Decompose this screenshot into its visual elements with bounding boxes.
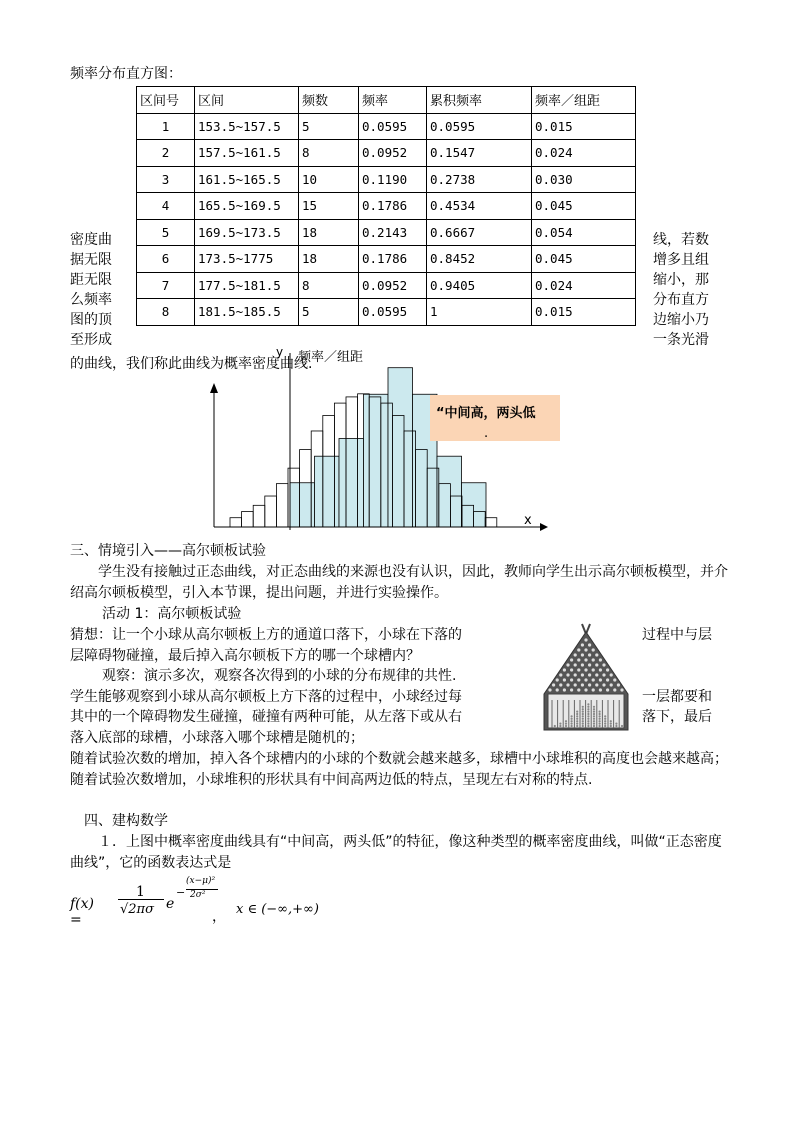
table-cell: 157.5~161.5 [195,140,299,167]
narrow-bin-bar [242,512,254,527]
table-cell: 0.4534 [427,193,532,220]
table-row [137,272,636,299]
x-axis-arrow [540,523,548,531]
guess-line2: 层障碍物碰撞，最后掉入高尔顿板下方的哪一个球槽内？ [70,648,420,664]
para1: 学生没有接触过正态曲线，对正态曲线的来源也没有认识，因此，教师向学生出示高尔顿板模型，并介绍高尔顿板模型，引入本节课，提出问题，并进行实验操作。 [70,564,728,601]
table-row [137,140,636,167]
table-cell: 6 [137,246,195,273]
right-fragment: 增多且组 [653,252,709,268]
table-cell: 173.5~1775 [195,246,299,273]
table-cell: 0.045 [532,193,636,220]
table-header-cell: 区间 [195,87,299,114]
table-cell: 0.6667 [427,219,532,246]
exp-denominator: 2σ² [190,890,206,900]
histogram-chart [200,345,560,535]
section4-title: 四、建构数学 [84,813,168,829]
right-fragments [653,230,709,350]
table-cell: 1 [137,113,195,140]
exp-minus: − [176,886,186,899]
table-cell: 18 [299,219,359,246]
wide-bin-bar [437,456,462,527]
left-fragment: 至形成 [70,332,112,348]
narrow-bin-bar [276,484,288,527]
table-cell: 0.024 [532,140,636,167]
learn3: 落入底部的球槽，小球落入哪个球槽是随机的； [70,730,364,746]
learn2-right: 落下，最后 [642,709,712,725]
table-header-cell: 频率 [359,87,427,114]
frequency-table [136,86,636,326]
narrow-bin-bar [253,505,265,527]
table-cell: 15 [299,193,359,220]
activity1: 活动 1：高尔顿板试验 [102,606,242,622]
left-fragment: 距无限 [70,272,112,288]
table-cell: 1 [427,299,532,326]
table-cell: 0.0952 [359,140,427,167]
left-fragments [70,230,112,350]
curve-sentence: 的曲线，我们称此曲线为概率密度曲线. [70,356,313,372]
left-fragment: 密度曲 [70,232,112,248]
callout-text: “中间高，两头低 [436,406,536,421]
table-cell: 0.015 [532,113,636,140]
wide-bin-bar [339,439,364,528]
table-cell: 10 [299,166,359,193]
table-cell: 3 [137,166,195,193]
table-cell: 0.1786 [359,193,427,220]
table-cell: 0.2738 [427,166,532,193]
narrow-bin-bar [265,496,277,527]
left-fragment: 图的顶 [70,312,112,328]
learn2-left: 其中的一个障碍物发生碰撞，碰撞有两种可能，从左落下或从右 [70,709,462,725]
table-row [137,166,636,193]
y-axis-arrow [210,383,218,393]
table-cell: 169.5~173.5 [195,219,299,246]
section3-title: 三、情境引入——高尔顿板试验 [70,543,266,559]
wide-bin-bar [315,456,340,527]
guess-left: 猜想：让一个小球从高尔顿板上方的通道口落下，小球在下落的 [70,627,462,643]
table-cell: 0.9405 [427,272,532,299]
table-cell: 7 [137,272,195,299]
formula-e: e [166,896,175,912]
exp-numerator: (x−μ)² [186,876,216,886]
para-increase: 随着试验次数的增加，掉入各个球槽内的小球的个数就会越来越多，球槽中小球堆积的高度也会越来越高；随着试验次数增加，小球堆积的形状具有中间高两边低的特点，呈现左右对称的特点. [70,751,728,788]
formula-comma: ， [212,909,226,925]
table-cell: 153.5~157.5 [195,113,299,140]
table-cell: 8 [299,140,359,167]
table-cell: 177.5~181.5 [195,272,299,299]
table-row [137,219,636,246]
observe: 观察：演示多次，观察各次得到的小球的分布规律的共性. [102,668,457,684]
table-cell: 0.1547 [427,140,532,167]
table-cell: 8 [299,272,359,299]
table-row [137,299,636,326]
table-cell: 2 [137,140,195,167]
table-cell: 181.5~185.5 [195,299,299,326]
right-fragment: 边缩小乃 [653,312,709,328]
table-cell: 0.2143 [359,219,427,246]
learn-left: 学生能够观察到小球从高尔顿板上方下落的过程中，小球经过每 [70,689,462,705]
table-cell: 5 [299,113,359,140]
table-cell: 0.045 [532,246,636,273]
table-row [137,113,636,140]
right-fragment: 一条光滑 [653,332,709,348]
table-cell: 5 [299,299,359,326]
callout-dot: . [484,426,489,441]
wide-bin-bar [388,368,413,527]
table-header-cell: 频数 [299,87,359,114]
wide-bin-bar [364,394,389,527]
table-cell: 0.024 [532,272,636,299]
right-fragment: 线，若数 [653,232,709,248]
table-cell: 0.1786 [359,246,427,273]
table-row [137,193,636,220]
table-cell: 0.0595 [427,113,532,140]
formula-denominator: √2πσ [120,902,154,917]
y-axis-label: y [276,345,284,359]
table-cell: 4 [137,193,195,220]
heading: 频率分布直方图： [70,66,182,82]
table-header-cell: 区间号 [137,87,195,114]
table-cell: 0.0952 [359,272,427,299]
guess-right: 过程中与层 [642,627,712,643]
table-cell: 8 [137,299,195,326]
narrow-bin-bar [230,518,242,527]
item1: １．上图中概率密度曲线具有“中间高，两头低”的特征，像这种类型的概率密度曲线，叫做“正态密度曲线”，它的函数表达式是 [70,834,722,871]
formula-domain: x ∈ (−∞,+∞) [236,902,319,917]
table-cell: 161.5~165.5 [195,166,299,193]
table-cell: 0.030 [532,166,636,193]
table-row [137,246,636,273]
right-fragment: 缩小，那 [653,272,709,288]
table-cell: 0.0595 [359,299,427,326]
table-header-cell: 频率／组距 [532,87,636,114]
left-fragment: 么频率 [70,292,112,308]
table-cell: 0.8452 [427,246,532,273]
galton-board-image [538,622,634,732]
formula-lhs: f(x) = [70,896,95,928]
fraction-bar [118,899,164,900]
formula-numerator: 1 [136,884,145,900]
table-cell: 0.015 [532,299,636,326]
ylabel-text: 频率／组距 [298,350,364,365]
table-cell: 0.0595 [359,113,427,140]
x-axis-label: x [524,513,532,528]
left-fragment: 据无限 [70,252,112,268]
table-cell: 0.054 [532,219,636,246]
table-header-row [137,87,636,114]
table-cell: 165.5~169.5 [195,193,299,220]
learn-right: 一层都要和 [642,689,712,705]
table-header-cell: 累积频率 [427,87,532,114]
table-cell: 5 [137,219,195,246]
table-cell: 18 [299,246,359,273]
right-fragment: 分布直方 [653,292,709,308]
table-cell: 0.1190 [359,166,427,193]
narrow-bin-bar [485,518,497,527]
